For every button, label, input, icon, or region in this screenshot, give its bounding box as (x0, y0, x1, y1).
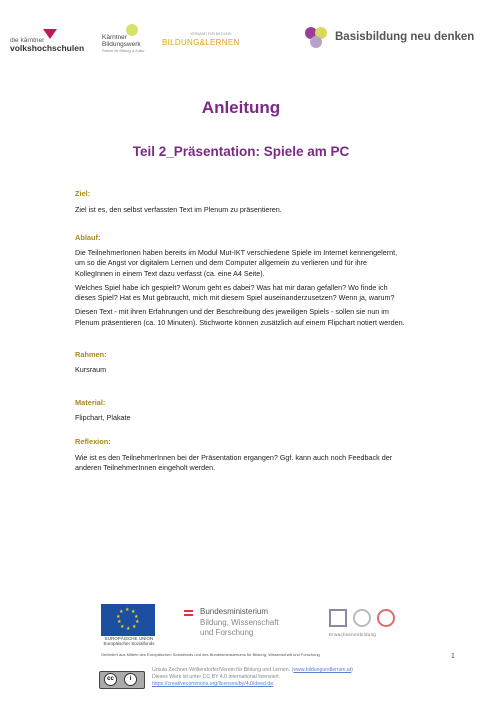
circle-icon (377, 609, 395, 627)
cc-by-badge (99, 671, 145, 689)
ziel-text: Ziel ist es, den selbst verfassten Text im Plenum zu präsentieren. (75, 204, 282, 214)
erwachsenenbildung-logo (329, 609, 409, 641)
kbw-logo-tag: Partner für Bildung & Kultur (102, 48, 145, 53)
eu-logo (101, 604, 157, 647)
circle-icon (126, 24, 138, 36)
bildung-lernen-logo (162, 32, 242, 47)
rahmen-text: Kursraum (75, 365, 107, 375)
license-line-2: Dieses Werk ist unter CC BY 4.0 international lizenziert. (152, 674, 281, 681)
by-icon: i (124, 673, 137, 686)
ziel-heading: Ziel: (75, 189, 91, 198)
material-text: Flipchart, Plakate (75, 413, 131, 423)
vhs-logo-line2: volkshochschulen (10, 43, 85, 54)
ablauf-paragraph-2: Welches Spiel habe ich gespielt? Worum geht es dabei? Was hat mir daran gefallen? Wo finde ich dieses Spiel? Hat es Mut gebraucht, mich mit diesem Spiel auseinanderzusetzen? Wenn ja, warum? (75, 282, 395, 303)
license-line-1: Ursula Zechner-Wöllendorfer/Verein für Bildung und Lernen. (www.bildungundlernen.at) (152, 667, 353, 673)
cc-icon: cc (104, 673, 117, 686)
rahmen-heading: Rahmen: (75, 349, 107, 359)
flag-stripe-icon (184, 614, 193, 616)
vhs-logo-line1: die kärntner (10, 37, 45, 44)
kbw-logo-line2: Bildungswerk (102, 41, 141, 49)
material-heading: Material: (75, 397, 106, 407)
bmbwf-line2: Bildung, Wissenschaft (200, 618, 279, 627)
erwachsenenbildung-label: Erwachsenenbildung (329, 632, 377, 637)
bildung-lernen-tag: VERBAND FÜR BILDUNG (190, 32, 232, 36)
basisbildung-name: Basisbildung neu denken (335, 31, 475, 43)
license-url-link[interactable]: https://creativecommons.org/licenses/by/4.0/deed.de (152, 681, 274, 688)
reflexion-text: Wie ist es den TeilnehmerInnen bei der Präsentation ergangen? Ggf. kann auch noch Feedback der anderen TeilnehmerInnen eingeholt werden. (75, 452, 393, 472)
license-text (152, 667, 353, 688)
circle-icon (310, 36, 322, 48)
bmbwf-line1: Bundesministerium (200, 607, 269, 616)
funding-note: Gefördert aus Mitteln des Europäischen Sozialfonds und des Bundesministeriums für Bildung, Wissenschaft und Forschung (101, 652, 320, 657)
page-title: Anleitung (201, 98, 281, 117)
page-number: 1 (451, 653, 455, 660)
reflexion-heading: Reflexion: (75, 437, 111, 447)
basisbildung-logo (304, 26, 480, 52)
kbw-logo (102, 34, 157, 53)
flag-stripe-icon (184, 610, 193, 612)
eu-flag-icon: ★ ★ ★ ★ ★ ★ ★ ★ ★ ★ (101, 604, 155, 636)
triangle-icon (43, 29, 57, 39)
esf-label: Europäischer Sozialfonds (103, 640, 155, 646)
ablauf-heading: Ablauf: (75, 232, 101, 242)
eu-label: EUROPÄISCHE UNION (104, 636, 154, 641)
kbw-logo-line1: Kärntner (102, 34, 127, 41)
vhs-logo (10, 37, 90, 53)
square-icon (329, 609, 347, 627)
circle-icon (353, 609, 371, 627)
ablauf-paragraph-1: Die TeilnehmerInnen haben bereits im Modul Mut-IKT verschiedene Spiele im Internet kennengelernt, um so die Angst vor digitalem Lernen und dem Computer allgemein zu verlieren und für ihre KollegInnen in einem Text dazu verfasst (ca. eine A4 Seite). (75, 248, 398, 278)
document-body (75, 189, 405, 473)
page-subtitle: Teil 2_Präsentation: Spiele am PC (132, 144, 350, 159)
license-website-link[interactable]: www.bildungundlernen.at (293, 667, 352, 673)
ablauf-paragraph-3: Diesen Text - mit ihren Erfahrungen und der Beschreibung des jeweiligen Spiels - sollen sie nun im Plenum präsentieren (ca. 10 Minuten). Stichworte können zusätzlich auf einem Flipchart notiert werden. (75, 307, 405, 327)
bmbwf-line3: und Forschung (200, 627, 254, 637)
bildung-lernen-name: BILDUNG&LERNEN (162, 38, 240, 47)
